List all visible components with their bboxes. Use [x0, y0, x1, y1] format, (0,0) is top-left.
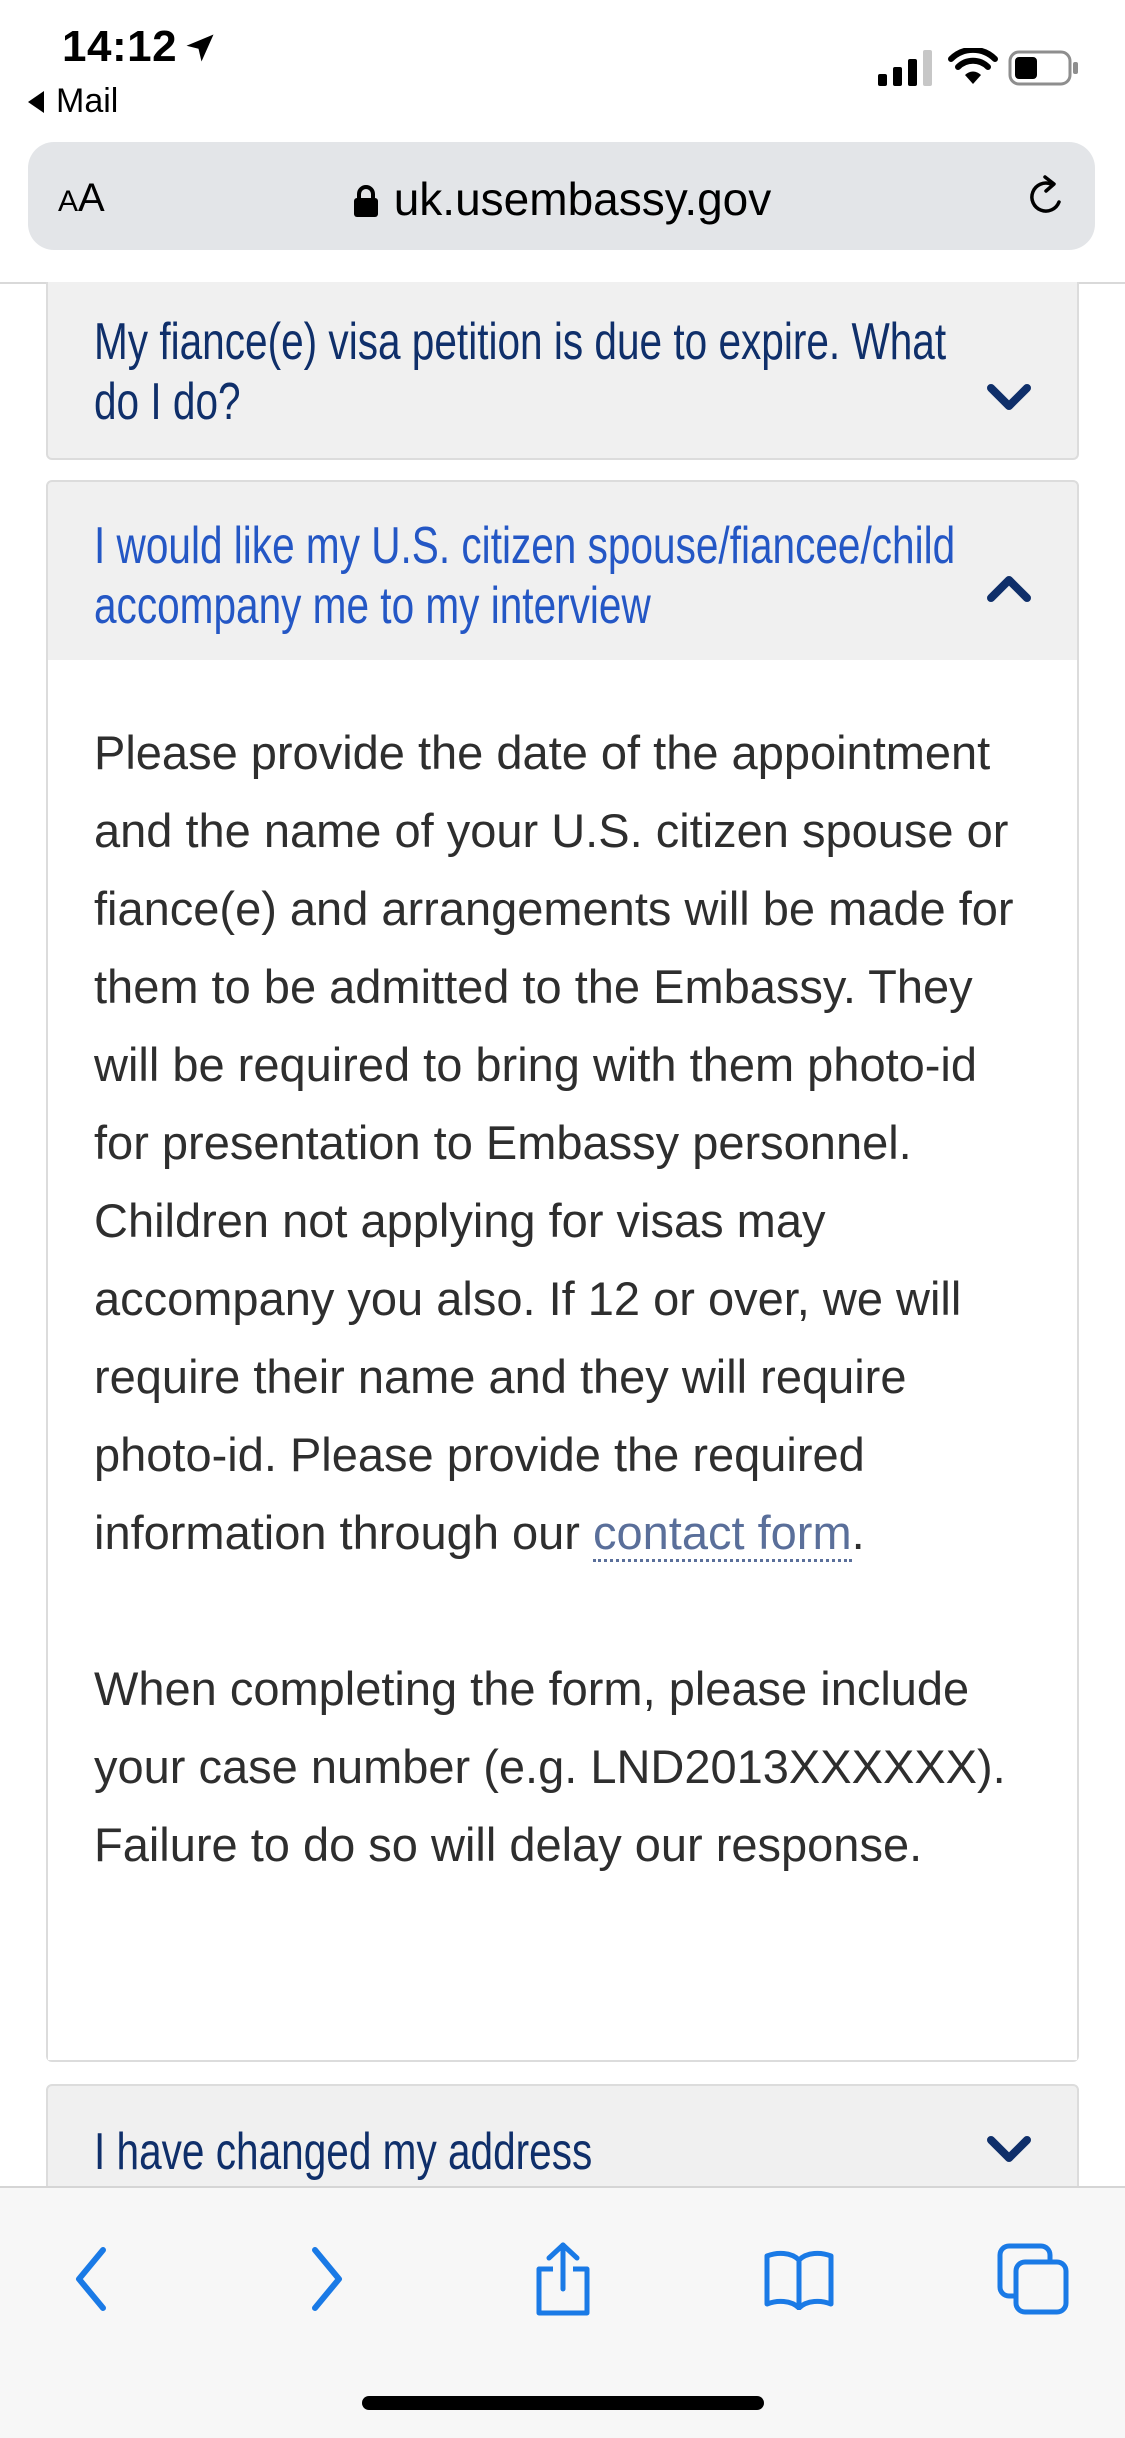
book-icon	[763, 2248, 835, 2310]
back-to-mail-button[interactable]	[28, 82, 118, 121]
location-arrow-icon	[182, 30, 218, 66]
accordion-title: I would like my U.S. citizen spouse/fiancee/child accompany me to my interview	[94, 517, 956, 635]
share-icon	[531, 2241, 595, 2317]
share-button[interactable]	[518, 2234, 608, 2324]
cellular-signal-icon	[878, 50, 936, 86]
tabs-button[interactable]	[988, 2234, 1078, 2324]
back-app-label: Mail	[56, 82, 119, 120]
accordion-item-visa-petition-expire[interactable]	[46, 282, 1079, 460]
status-time: 14:12	[62, 22, 178, 71]
contact-form-link[interactable]: contact form	[593, 1506, 852, 1562]
back-triangle-icon	[28, 91, 44, 113]
forward-button[interactable]	[282, 2234, 372, 2324]
lock-icon	[352, 184, 380, 218]
page-content	[46, 282, 1079, 2186]
text-size-button[interactable]: AA	[58, 176, 105, 220]
accordion-body	[48, 660, 1077, 2060]
chevron-down-icon	[987, 2134, 1031, 2164]
tabs-icon	[996, 2242, 1070, 2316]
body-paragraph-2: When completing the form, please include your case number (e.g. LND2013XXXXXX). Failure to do so will delay our response.	[94, 1662, 1006, 1871]
bookmarks-button[interactable]	[754, 2234, 844, 2324]
home-indicator[interactable]	[362, 2396, 764, 2410]
chevron-right-icon	[305, 2244, 349, 2314]
accordion-item-changed-address[interactable]	[46, 2084, 1079, 2186]
battery-icon	[1008, 48, 1080, 88]
address-bar[interactable]	[28, 142, 1095, 250]
accordion-header[interactable]	[48, 482, 1077, 660]
accordion-title: I have changed my address	[94, 2123, 593, 2181]
chevron-left-icon	[69, 2244, 113, 2314]
url-text: uk.usembassy.gov	[393, 173, 772, 225]
url-field[interactable]	[28, 172, 1095, 226]
reload-icon[interactable]	[1021, 172, 1071, 222]
accordion-item-spouse-accompany	[46, 480, 1079, 2062]
chevron-up-icon	[987, 574, 1031, 604]
chevron-down-icon	[987, 382, 1031, 412]
accordion-title: My fiance(e) visa petition is due to expire. What do I do?	[94, 313, 947, 431]
wifi-icon	[948, 48, 998, 86]
back-button[interactable]	[46, 2234, 136, 2324]
body-paragraph-1: Please provide the date of the appointment and the name of your U.S. citizen spouse or fiance(e) and arrangements will be made for them to be admitted to the Embassy. They will be required to bring with them photo-id for presentation to Embassy personnel. Children not applying for visas may accompany you also. If 12 or over, we will require their name and they will require photo-id. Please provide the required information through our contact form.	[94, 714, 1033, 1572]
